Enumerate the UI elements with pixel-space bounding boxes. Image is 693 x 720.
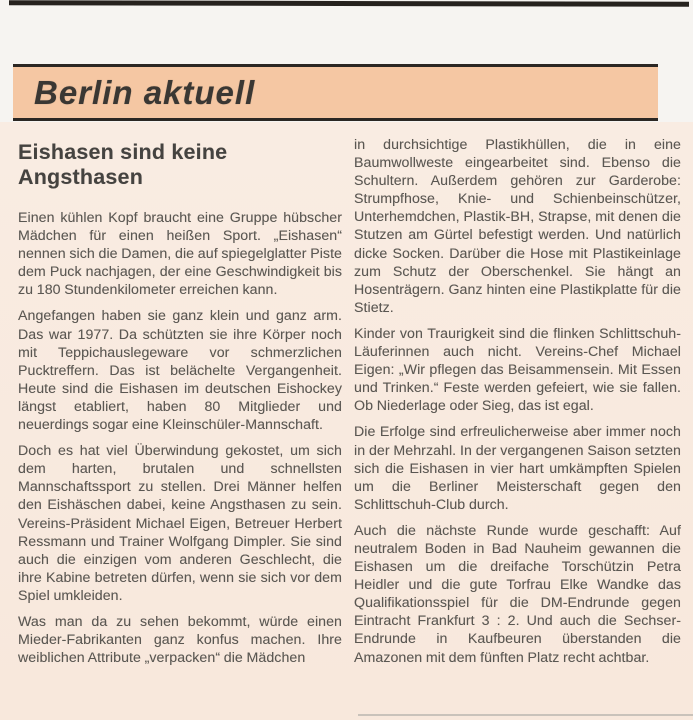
top-rule: [9, 0, 689, 6]
paragraph-left-3: Doch es hat viel Überwindung gekostet, um sich dem harten, brutalen und schnellsten Mannschaftssport zu stellen. Drei Männer helfen den Eishäschen dabei, keine Angsthasen zu sein. Vereins-Präsident Michael Eigen, Betreuer Herbert Ressmann und Trainer Wolfgang Dimpler. Sie sind auch die einzigen vom anderen Geschlecht, die ihre Kabine betreten dürfen, wenn sie sich vor dem Spiel umkleiden.: [18, 443, 342, 604]
paragraph-left-4: Was man da zu sehen bekommt, würde einen Mieder-Fabrikanten ganz konfus machen. Ihre weiblichen Attribute „verpacken“ die Mädchen: [18, 613, 342, 667]
scan-artifact-line: [358, 714, 693, 716]
paragraph-right-2: Kinder von Traurigkeit sind die flinken Schlittschuh-Läuferinnen auch nicht. Vereins-Chef Michael Eigen: „Wir pflegen das Beisammensein. Mit Essen und Trinken.“ Feste werden gefeiert, wie sie fallen. Ob Niederlage oder Sieg, das ist egal.: [354, 325, 681, 415]
paragraph-right-4: Auch die nächste Runde wurde geschafft: Auf neutralem Boden in Bad Nauheim gewannen die Eishasen um die dreifache Torschützin Petra Heidler und die gute Torfrau Elke Wandke das Qualifikationsspiel für die DM-Endrunde gegen Eintracht Frankfurt 3 : 2. Und auch die Sechser-Endrunde in Kaufbeuren überstanden die Amazonen mit dem fünften Platz recht achtbar.: [354, 522, 681, 666]
paragraph-right-3: Die Erfolge sind erfreulicherweise aber immer noch in der Mehrzahl. In der vergangenen Saison setzten sich die Eishasen in vier hart umkämpften Spielen um die Berliner Meisterschaft gegen den Schlittschuh-Club durch.: [354, 424, 681, 513]
paragraph-left-1: Einen kühlen Kopf braucht eine Gruppe hübscher Mädchen für einen heißen Sport. „Eishasen“ nennen sich die Damen, die auf spiegelglatter Piste dem Puck nachjagen, der eine Geschwindigkeit bis zu 180 Stundenkilometer erreichen kann.: [18, 210, 342, 299]
section-banner: [13, 64, 658, 121]
paragraph-right-1: in durchsichtige Plastikhüllen, die in eine Baumwollweste eingearbeitet sind. Ebenso die Schultern. Außerdem gehören zur Garderobe: Strumpfhose, Knie- und Schienbeinschützer, Unterhemdchen, Plastik-BH, Strapse, mit denen die Stutzen am Gürtel befestigt werden. Und natürlich dicke Socken. Darüber die Hose mit Plastikeinlage zum Schutz der Oberschenkel. Sie hängt an Hosenträgern. Ganz hinten eine Plastikplatte für die Stietz.: [354, 137, 681, 316]
article-headline: Eishasen sind keine Angsthasen: [18, 140, 228, 189]
paragraph-left-2: Angefangen haben sie ganz klein und ganz arm. Das war 1977. Da schützten sie ihre Körper noch mit Teppichauslegeware vor schmerzlichen Pucktreffern. Das ist belächelte Vergangenheit. Heute sind die Eishasen im deutschen Eishockey längst etabliert, haben 80 Mitglieder und neuerdings sogar eine Kleinschüler-Mannschaft.: [18, 308, 342, 434]
article-body: [0, 122, 693, 720]
section-title: Berlin aktuell: [34, 74, 256, 111]
left-column: [18, 140, 342, 675]
right-column: [354, 136, 681, 675]
